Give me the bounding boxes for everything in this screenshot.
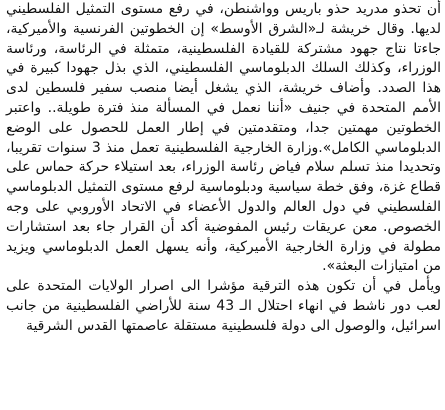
article-paragraph: أن تحذو مدريد حذو باريس وواشنطن، في رفع مستوى التمثيل الفلسطيني لديها. وقال خريشة لـ«الشرق الأوسط» إن الخطوتين الفرنسية والأميركية، جاءتا نتاج جهود مشتركة للقيادة الفلسطينية، متمثلة في الرئاسة، ورئاسة الوزراء، وكذلك السلك الدبلوماسي الفلسطيني، الذي بذل جهودا كبيرة في هذا الصدد. وأضاف خريشة، الذي يشغل أيضا منصب سفير فلسطين لدى الأمم المتحدة في جنيف «أننا نعمل في المسألة منذ فترة طويلة.. واعتبر الخطوتين مهمتين جدا، ومتقدمتين في إطار العمل للحصول على الوضع الدبلوماسي الكامل».وزارة الخارجية الفلسطينية تعمل منذ 3 سنوات تقريبا، وتحديدا منذ تسلم سلام فياض رئاسة الوزراء، بعد استيلاء حركة حماس على قطاع غزة، وفق خطة سياسية ودبلوماسية لرفع مستوى التمثيل الدبلوماسي الفلسطيني في دول العالم والدول الأعضاء في الاتحاد الأوروبي على وجه الخصوص. معن عريقات رئيس المفوضية أكد أن القرار جاء بعد استشارات مطولة في وزارة الخارجية الأميركية، وأنه يسهل العمل الدبلوماسي ويزيد من امتيازات البعثة». [6,1,441,275]
article-paragraph: ويأمل في أن تكون هذه الترقية مؤشرا الى اصرار الولايات المتحدة على لعب دور ناشط في انهاء احتلال الـ 43 سنة للأراضي الفلسطينية من جانب اسرائيل، والوصول الى دولة فلسطينية مستقلة عاصمتها القدس الشرقية [6,278,441,334]
